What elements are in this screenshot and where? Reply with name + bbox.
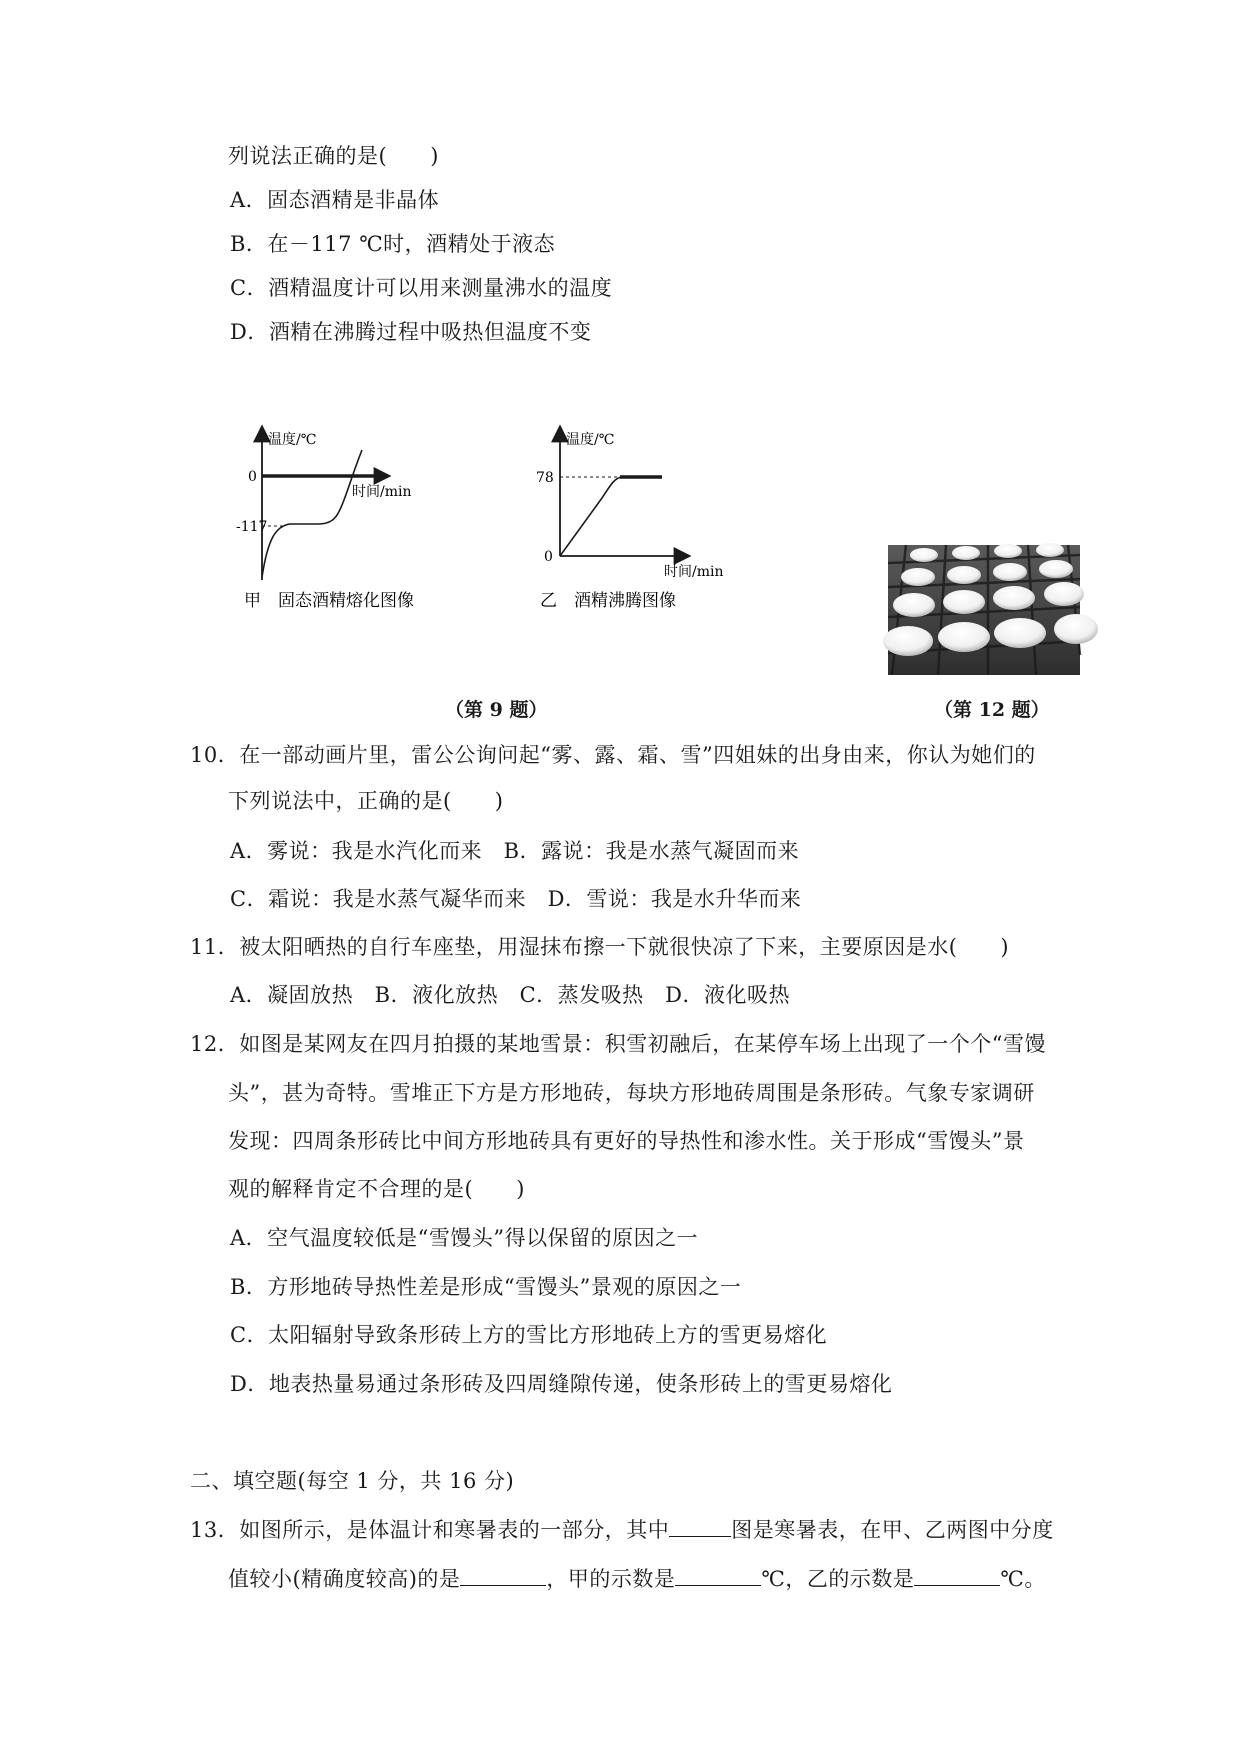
tick-78: 78: [536, 470, 554, 486]
q12-option-c: C．太阳辐射导致条形砖上方的雪比方形地砖上方的雪更易熔化: [230, 1323, 828, 1347]
y-axis-label: 温度/℃: [566, 432, 615, 448]
q13-text-1: 13．如图所示，是体温计和寒暑表的一部分，其中: [190, 1518, 670, 1542]
tick-zero: 0: [544, 549, 553, 565]
q13-text-3: 值较小(精确度较高)的是: [228, 1567, 461, 1591]
q13-text-5: ℃，乙的示数是: [761, 1567, 915, 1591]
q12-option-b: B．方形地砖导热性差是形成“雪馒头”景观的原因之一: [230, 1275, 742, 1299]
boiling-graph: [530, 420, 770, 620]
q9-option-c: C．酒精温度计可以用来测量沸水的温度: [230, 276, 613, 300]
q9-option-a: A．固态酒精是非晶体: [230, 188, 440, 212]
section-2-title: 二、填空题(每空 1 分，共 16 分): [190, 1469, 515, 1493]
chart-b-caption: 乙 酒精沸腾图像: [540, 591, 676, 611]
q10-options-2: C．霜说：我是水蒸气凝华而来 D．雪说：我是水升华而来: [230, 887, 802, 911]
q12-line-3: 发现：四周条形砖比中间方形地砖具有更好的导热性和渗水性。关于形成“雪馒头”景: [228, 1129, 1025, 1153]
q12-option-a: A．空气温度较低是“雪馒头”得以保留的原因之一: [230, 1226, 699, 1250]
q9-option-d: D．酒精在沸腾过程中吸热但温度不变: [230, 320, 592, 344]
q9-figure-caption: （第 9 题）: [445, 699, 548, 721]
x-axis-label: 时间/min: [352, 484, 412, 500]
q11-options: A．凝固放热 B．液化放热 C．蒸发吸热 D．液化吸热: [230, 983, 791, 1007]
q13-blank-2[interactable]: [460, 1563, 546, 1586]
q9-stem-continuation: 列说法正确的是( ): [228, 144, 439, 168]
q12-line-1: 12．如图是某网友在四月拍摄的某地雪景：积雪初融后，在某停车场上出现了一个个“雪馒: [190, 1032, 1046, 1056]
q13-line-2: [228, 1563, 1046, 1594]
q13-blank-4[interactable]: [914, 1563, 1000, 1586]
q13-blank-1[interactable]: [669, 1514, 731, 1537]
melting-graph: [236, 420, 470, 620]
q10-line-2: 下列说法中，正确的是( ): [228, 789, 504, 813]
snow-mound-photo: [888, 545, 1080, 675]
q12-line-4: 观的解释肯定不合理的是( ): [228, 1177, 525, 1201]
q13-text-4: ，甲的示数是: [546, 1567, 676, 1591]
y-axis-label: 温度/℃: [268, 432, 317, 448]
q13-blank-3[interactable]: [675, 1563, 761, 1586]
q12-option-d: D．地表热量易通过条形砖及四周缝隙传递，使条形砖上的雪更易熔化: [230, 1372, 893, 1396]
x-axis-label: 时间/min: [664, 564, 724, 580]
boiling-curve: [560, 477, 622, 556]
melting-curve: [262, 450, 362, 577]
tick-zero: 0: [248, 469, 257, 485]
q13-line-1: [190, 1514, 1054, 1545]
q12-line-2: 头”，甚为奇特。雪堆正下方是方形地砖，每块方形地砖周围是条形砖。气象专家调研: [228, 1081, 1035, 1105]
q12-figure-caption: （第 12 题）: [934, 699, 1050, 721]
q10-options-1: A．雾说：我是水汽化而来 B．露说：我是水蒸气凝固而来: [230, 839, 800, 863]
q9-option-b: B．在－117 ℃时，酒精处于液态: [230, 232, 556, 256]
q10-line-1: 10．在一部动画片里，雷公公询问起“雾、露、霜、雪”四姐妹的出身由来，你认为她们的: [190, 743, 1036, 767]
q11-line-1: 11．被太阳晒热的自行车座垫，用湿抹布擦一下就很快凉了下来，主要原因是水( ): [190, 935, 1010, 959]
chart-a-caption: 甲 固态酒精熔化图像: [244, 591, 414, 611]
tick-minus-117: -117: [236, 519, 268, 535]
q13-text-6: ℃。: [1000, 1567, 1046, 1591]
q13-text-2: 图是寒暑表，在甲、乙两图中分度: [731, 1518, 1054, 1542]
